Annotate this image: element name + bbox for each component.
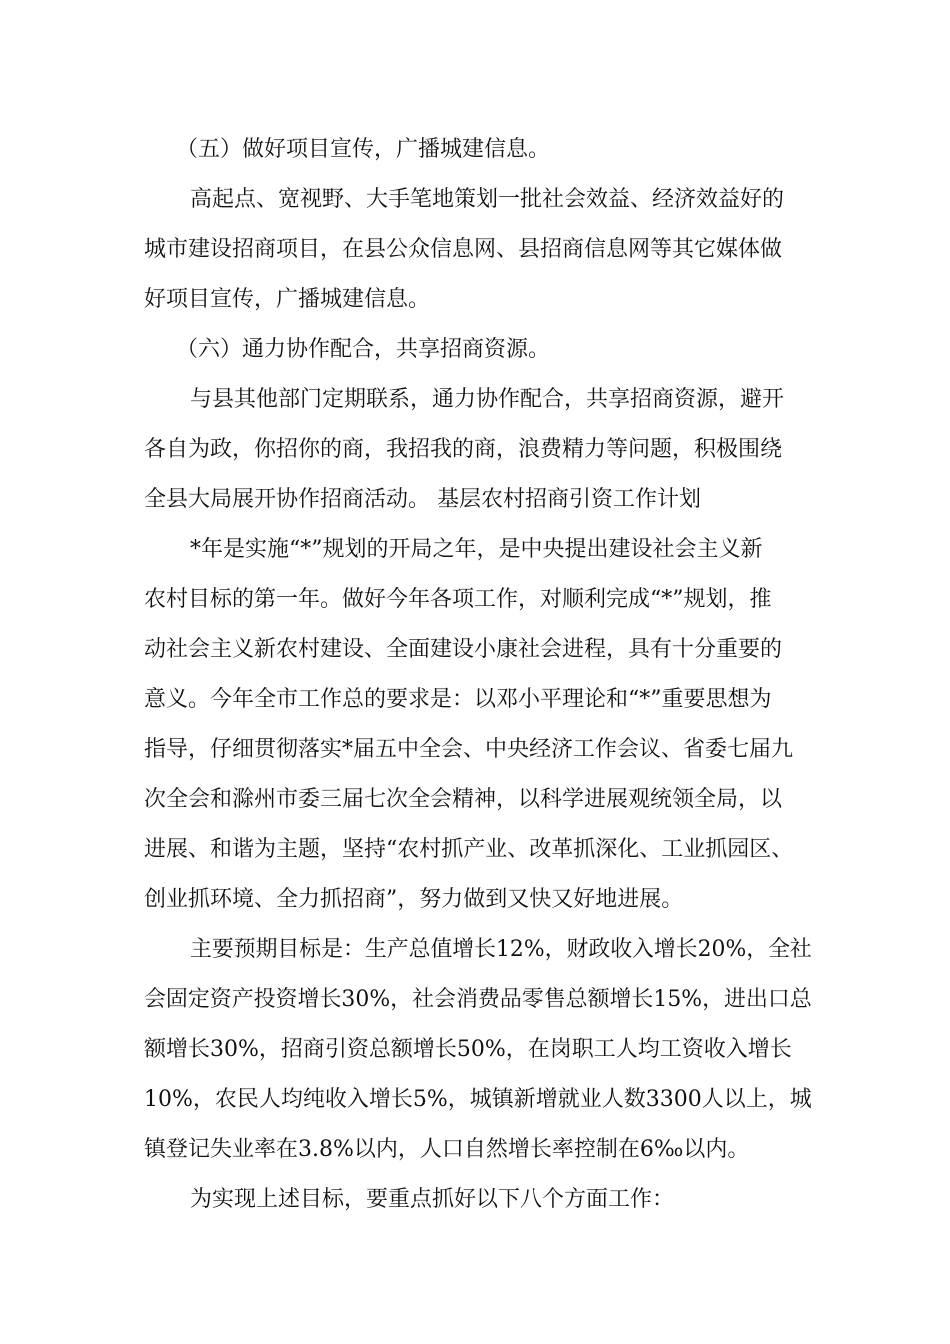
paragraph-line: 意义。今年全市工作总的要求是：以邓小平理论和“*”重要思想为 (144, 687, 772, 712)
paragraph-line: 额增长30%，招商引资总额增长50%，在岗职工人均工资收入增长 (144, 1037, 792, 1062)
paragraph-line: 创业抓环境、全力抓招商”，努力做到又快又好地进展。 (144, 887, 684, 912)
paragraph-line: 指导，仔细贯彻落实*届五中全会、中央经济工作会议、省委七届九 (144, 737, 794, 762)
paragraph-line: 会固定资产投资增长30%，社会消费品零售总额增长15%，进出口总 (144, 987, 812, 1012)
paragraph-line: 为实现上述目标，要重点抓好以下八个方面工作： (190, 1187, 675, 1212)
paragraph-line: 农村目标的第一年。做好今年各项工作，对顺利完成“*”规划，推 (144, 587, 772, 612)
paragraph-line: 镇登记失业率在3.8%以内，人口自然增长率控制在6‰以内。 (144, 1137, 750, 1162)
paragraph-line: 全县大局展开协作招商活动。 基层农村招商引资工作计划 (144, 487, 701, 512)
paragraph-line: 进展、和谐为主题，坚持“农村抓产业、改革抓深化、工业抓园区、 (144, 837, 794, 862)
paragraph-line: 城市建设招商项目，在县公众信息网、县招商信息网等其它媒体做 (144, 237, 783, 262)
paragraph-line: 好项目宣传，广播城建信息。 (144, 287, 431, 312)
section-heading-5: （五）做好项目宣传，广播城建信息。 (176, 137, 551, 162)
paragraph-line: 高起点、宽视野、大手笔地策划一批社会效益、经济效益好的 (190, 187, 785, 212)
paragraph-line: 次全会和滁州市委三届七次全会精神，以科学进展观统领全局，以 (144, 787, 783, 812)
paragraph-line: *年是实施“*”规划的开局之年，是中央提出建设社会主义新 (190, 537, 763, 562)
paragraph-line: 10%，农民人均纯收入增长5%，城镇新增就业人数3300人以上，城 (144, 1087, 812, 1112)
paragraph-line: 各自为政，你招你的商，我招我的商，浪费精力等问题，积极围绕 (144, 437, 783, 462)
paragraph-line: 主要预期目标是：生产总值增长12%，财政收入增长20%，全社 (190, 937, 812, 962)
section-heading-6: （六）通力协作配合，共享招商资源。 (176, 337, 551, 362)
paragraph-line: 动社会主义新农村建设、全面建设小康社会进程，具有十分重要的 (144, 637, 783, 662)
paragraph-line: 与县其他部门定期联系，通力协作配合，共享招商资源，避开 (190, 387, 785, 412)
